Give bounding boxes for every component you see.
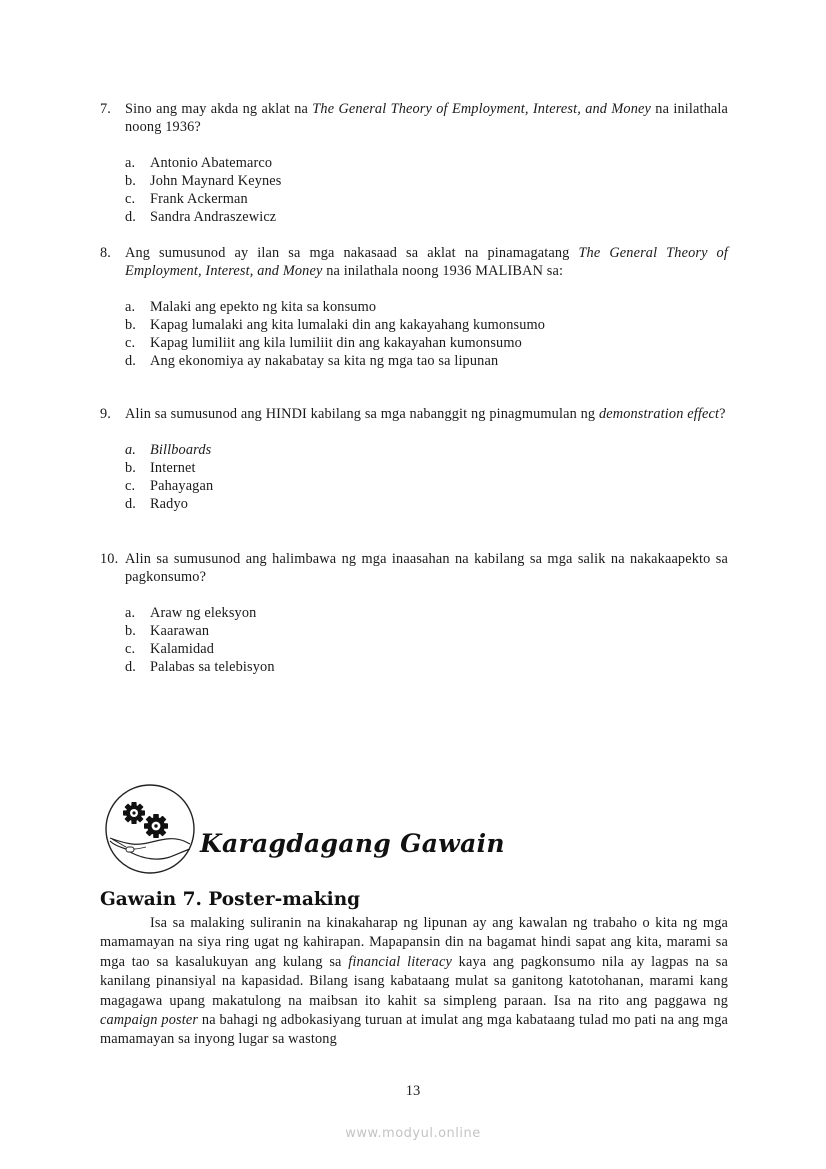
term: demonstration effect <box>598 406 720 422</box>
choice-letter: d. <box>125 209 137 225</box>
choice-d <box>125 495 728 513</box>
choice-b <box>125 316 728 334</box>
paragraph-text: kaya ang pagkonsumo nila ay lagpas na sa kanilang pinansiyal na kapasidad. Bilang isang kabataang mulat sa ganitong katotohanan, marami kang magagawa upang makatulong na maibsan ito kahit sa simpleng paraan. Isa na rito ang paggawa ng <box>100 953 728 1009</box>
question-text-part: Alin sa sumusunod ang HINDI kabilang sa mga nabanggit ng pinagmumulan ng <box>125 406 599 422</box>
choice-letter: a. <box>125 442 137 458</box>
paragraph-term: campaign poster <box>100 1012 199 1029</box>
choice-c <box>125 190 728 208</box>
question-stem <box>100 100 728 136</box>
choice-a <box>125 604 728 622</box>
choice-text: Malaki ang epekto ng kita sa konsumo <box>150 299 377 315</box>
choice-text: Araw ng eleksyon <box>150 605 257 621</box>
question-text-part: Ang sumusunod ay ilan sa mga nakasaad sa aklat na pinamagatang <box>125 245 579 261</box>
choice-letter: d. <box>125 353 137 369</box>
choice-d <box>125 658 728 676</box>
choice-letter: b. <box>125 623 137 639</box>
page-number: 13 <box>405 1083 421 1099</box>
question-9 <box>100 405 728 513</box>
question-stem <box>100 244 728 280</box>
choice-b <box>125 622 728 640</box>
choice-letter: c. <box>125 478 136 494</box>
choice-letter: a. <box>125 605 136 621</box>
choice-text: Pahayagan <box>150 478 214 494</box>
question-10 <box>100 550 728 676</box>
choice-text: John Maynard Keynes <box>150 173 282 189</box>
choice-letter: a. <box>125 299 136 315</box>
paragraph-term: financial literacy <box>348 953 452 970</box>
choice-text: Frank Ackerman <box>150 191 248 207</box>
choice-c <box>125 477 728 495</box>
choice-text: Billboards <box>150 442 212 458</box>
book-title: The General Theory of Employment, Interest, and Money <box>312 101 652 117</box>
choice-letter: d. <box>125 659 137 675</box>
question-number: 9. <box>100 406 112 422</box>
choice-text: Antonio Abatemarco <box>150 155 273 171</box>
question-text: Alin sa sumusunod ang halimbawa ng mga inaasahan na kabilang sa mga salik na nakakaapekto sa pagkonsumo? <box>125 551 728 585</box>
choice-list <box>125 604 728 676</box>
question-text <box>125 405 728 423</box>
question-text-part: na inilathala noong 1936 MALIBAN sa: <box>322 263 564 279</box>
question-stem <box>100 405 728 423</box>
choice-list <box>125 154 728 226</box>
choice-text: Internet <box>150 460 196 476</box>
choice-text: Kalamidad <box>150 641 215 657</box>
choice-list <box>125 441 728 513</box>
choice-list <box>125 298 728 370</box>
question-number: 10. <box>100 551 119 567</box>
choice-text: Sandra Andraszewicz <box>150 209 277 225</box>
choice-text: Radyo <box>150 496 189 512</box>
section-banner <box>104 783 524 879</box>
hand-with-gears-icon <box>104 783 196 875</box>
choice-letter: b. <box>125 460 137 476</box>
choice-letter: c. <box>125 335 136 351</box>
question-number: 7. <box>100 101 112 117</box>
choice-letter: c. <box>125 191 136 207</box>
choice-d <box>125 352 728 370</box>
question-stem <box>100 550 728 586</box>
paragraph-text: Isa sa malaking suliranin na kinakaharap ng lipunan ay ang kawalan ng trabaho o kita ng mga mamamayan na siya ring ugat ng kahirapan. Mapapansin din na bagamat hindi sapat ang kita, marami sa mga tao sa kasalukuyan ang kulang sa <box>100 915 728 970</box>
choice-c <box>125 640 728 658</box>
question-number: 8. <box>100 245 112 261</box>
choice-letter: b. <box>125 173 137 189</box>
choice-letter: b. <box>125 317 137 333</box>
question-text <box>125 100 728 136</box>
choice-b <box>125 172 728 190</box>
activity-title: Gawain 7. Poster-making <box>100 889 361 910</box>
choice-text: Kapag lumiliit ang kila lumiliit din ang kakayahan kumonsumo <box>150 335 522 351</box>
paragraph-text: na bahagi ng adbokasiyang turuan at imulat ang mga kabataang tulad mo pati na ang mga mamamayan sa inyong lugar sa wastong <box>100 1012 728 1048</box>
choice-b <box>125 459 728 477</box>
choice-a <box>125 441 728 459</box>
activity-paragraph <box>100 914 728 1050</box>
choice-text: Kaarawan <box>150 623 210 639</box>
choice-text: Kapag lumalaki ang kita lumalaki din ang kakayahang kumonsumo <box>150 317 546 333</box>
choice-text: Palabas sa telebisyon <box>150 659 275 675</box>
choice-letter: a. <box>125 155 136 171</box>
watermark: www.modyul.online <box>345 1126 481 1141</box>
choice-d <box>125 208 728 226</box>
question-7 <box>100 100 728 226</box>
question-text-part: ? <box>719 406 726 422</box>
choice-letter: d. <box>125 496 137 512</box>
choice-a <box>125 298 728 316</box>
choice-letter: c. <box>125 641 136 657</box>
question-text-part: Sino ang may akda ng aklat na <box>125 101 313 117</box>
choice-text: Ang ekonomiya ay nakabatay sa kita ng mga tao sa lipunan <box>150 353 499 369</box>
book-title: The General Theory of Employment, Interest, and Money <box>125 245 728 279</box>
choice-a <box>125 154 728 172</box>
banner-title: Karagdagang Gawain <box>200 829 505 858</box>
question-text-part: na inilathala noong 1936? <box>125 101 729 135</box>
choice-c <box>125 334 728 352</box>
question-text <box>125 244 728 280</box>
question-8 <box>100 244 728 370</box>
